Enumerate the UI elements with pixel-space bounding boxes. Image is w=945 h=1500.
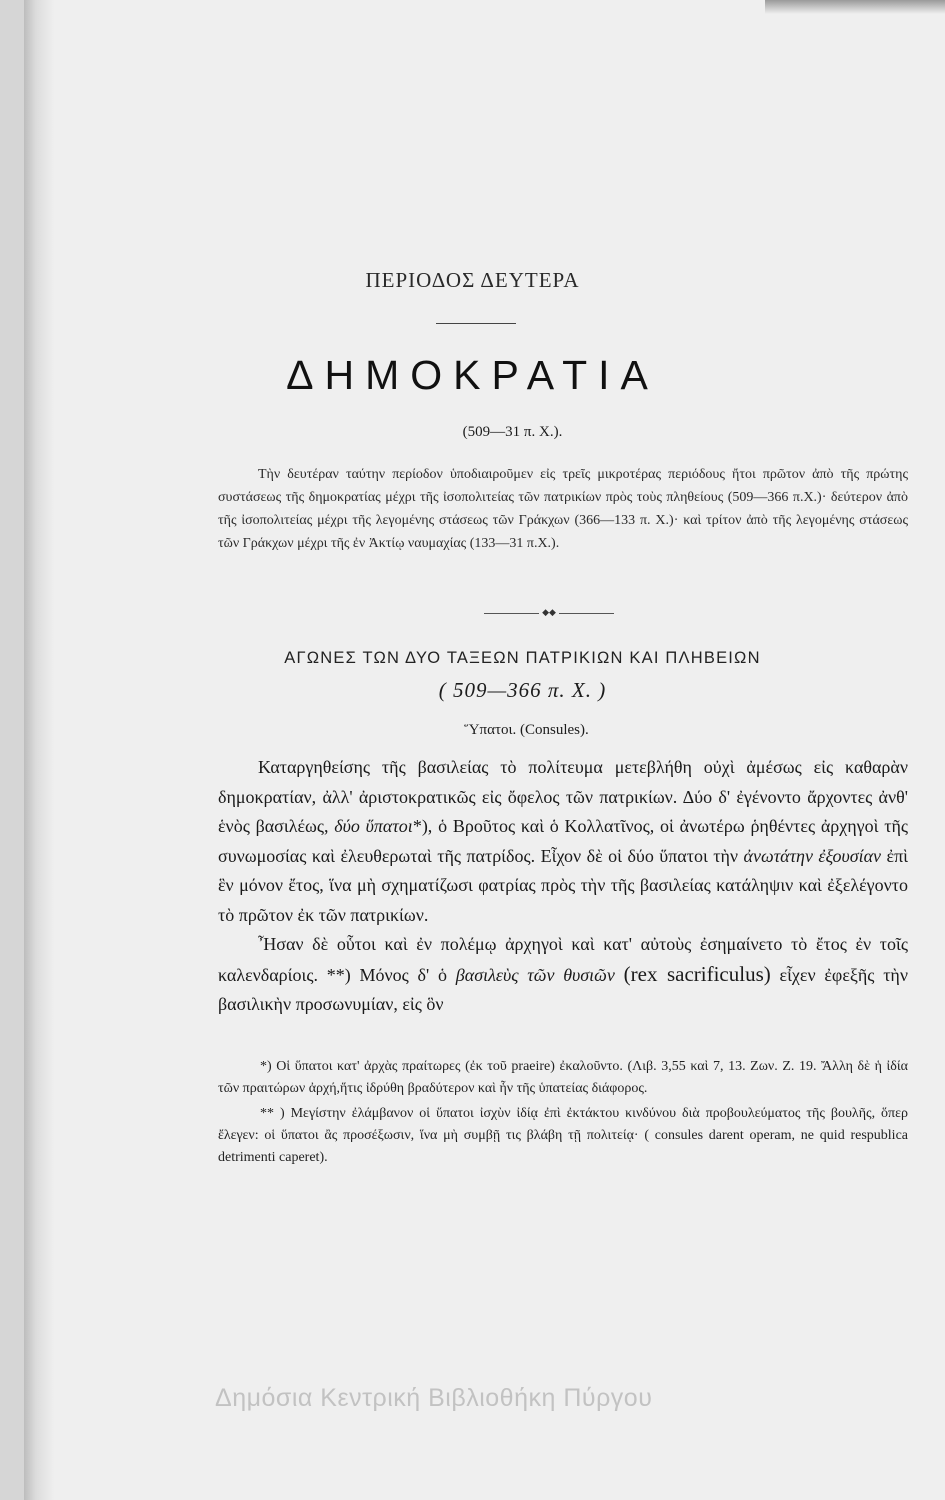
body-paragraph-2: Ἦσαν δὲ οὗτοι καὶ ἐν πολέμῳ ἀρχηγοὶ καὶ κατ' αὐτοὺς ἐσημαίνετο τὸ ἔτος ἐν τοῖς καλενδαρίοις. **) Μόνος δ' ὁ βασιλεὺς τῶν θυσιῶν (rex sacrificulus) εἶχεν ἐφεξῆς τὴν βασιλικὴν προσωνυμίαν, εἰς ὃν: [218, 934, 908, 1014]
italic-term-consuls: δύο ὕπατοι: [334, 816, 413, 836]
scanned-page: [24, 0, 945, 1500]
page-top-edge: [765, 0, 945, 14]
intro-text: Τὴν δευτέραν ταύτην περίοδον ὑποδιαιροῦμεν εἰς τρεῖς μικροτέρας περιόδους ἤτοι πρῶτον ἀπὸ τῆς πρώτης συστάσεως τῆς δημοκρατίας μέχρι τῆς ἰσοπολιτείας τῶν πατρικίων πρὸς τοὺς πληθείους (509—366 π.Χ.)· δεύτερον ἀπὸ τῆς ἰσοπολιτείας μέχρι τῆς λεγομένης στάσεως τῶν Γράκχων (366—133 π. Χ.)· καὶ τρίτον ἀπὸ τῆς λεγομένης στάσεως τῶν Γράκχων μέχρι τῆς ἐν Ἀκτίῳ ναυμαχίας (133—31 π.Χ.).: [218, 467, 908, 551]
section-dates: ( 509—366 π. Χ. ): [438, 678, 607, 702]
body-paragraph-1: Καταργηθείσης τῆς βασιλείας τὸ πολίτευμα μετεβλήθη οὐχὶ ἀμέσως εἰς καθαρὰν δημοκρατίαν, ἀλλ' ἀριστοκρατικῶς εἰς ὄφελος τῶν πατρικίων. Δύο δ' ἐγένοντο ἄρχοντες ἀνθ' ἑνὸς βασιλέως, δύο ὕπατοι*), ὁ Βροῦτος καὶ ὁ Κολλατῖνος, οἱ ἀνωτέρω ῥηθέντες ἀρχηγοὶ τῆς συνωμοσίας καὶ ἐλευθερωταὶ τῆς πατρίδος. Εἶχον δὲ οἱ δύο ὕπατοι τὴν ἀνωτάτην ἐξουσίαν ἐπὶ ἓν μόνον ἔτος, ἵνα μὴ σχηματίζωσι φατρίας πρὸς τὴν τῆς βασιλείας κατάληψιν καὶ ἐξελέγοντο τὸ πρῶτον ἐκ τῶν πατρικίων.: [218, 757, 909, 925]
section-title: ΑΓΩΝΕΣ ΤΩΝ ΔΥΟ ΤΑΞΕΩΝ ΠΑΤΡΙΚΙΩΝ ΚΑΙ ΠΛΗΒΕΙΩΝ: [284, 649, 761, 667]
main-title: ΔΗΜΟΚΡΑΤΙΑ: [286, 352, 659, 398]
intro-paragraph: [218, 463, 908, 555]
title-divider: [436, 323, 516, 324]
italic-term-authority: ἀνωτάτην ἐξουσίαν: [743, 845, 882, 866]
footnote-1: *) Οἱ ὕπατοι κατ' ἀρχὰς πραίτωρες (ἐκ τοῦ praeire) ἐκαλοῦντο. (Λιβ. 3,55 καὶ 7, 13. Ζων. Ζ. 19. Ἄλλη δὲ ἡ ἰδία τῶν πραιτώρων ἀρχή,ἥτις ἱδρύθη βραδύτερον καὶ ἦν τῆς ὑπατείας διάφορος.: [218, 1059, 908, 1096]
section-ornament: ◆◆: [484, 608, 614, 618]
library-watermark: Δημόσια Κεντρική Βιβλιοθήκη Πύργου: [215, 1384, 653, 1412]
footnote-2: ** ) Μεγίστην ἐλάμβανον οἱ ὕπατοι ἰσχὺν ἰδίᾳ ἐπὶ ἐκτάκτου κινδύνου διὰ προβουλεύματος τῆς βουλῆς, ὅπερ ἔλεγεν: οἱ ὕπατοι ἂς προσέξωσιν, ἵνα μὴ συμβῇ τις βλάβη τῇ πολιτείᾳ· ( consules darent operam, ne quid respublica detrimenti caperet).: [218, 1106, 908, 1165]
period-dates: (509—31 π. Χ.).: [462, 424, 563, 440]
period-title: ΠΕΡΙΟΔΟΣ ΔΕΥΤΕΡΑ: [365, 268, 580, 292]
italic-term-rex: βασιλεὺς τῶν θυσιῶν: [455, 964, 615, 985]
body-text: [218, 753, 908, 1020]
binding-shadow: [24, 0, 54, 1500]
section-subhead: Ὕπατοι. (Consules).: [464, 722, 589, 738]
footnotes: [218, 1056, 908, 1172]
latin-term: (rex sacrificulus): [623, 961, 771, 986]
